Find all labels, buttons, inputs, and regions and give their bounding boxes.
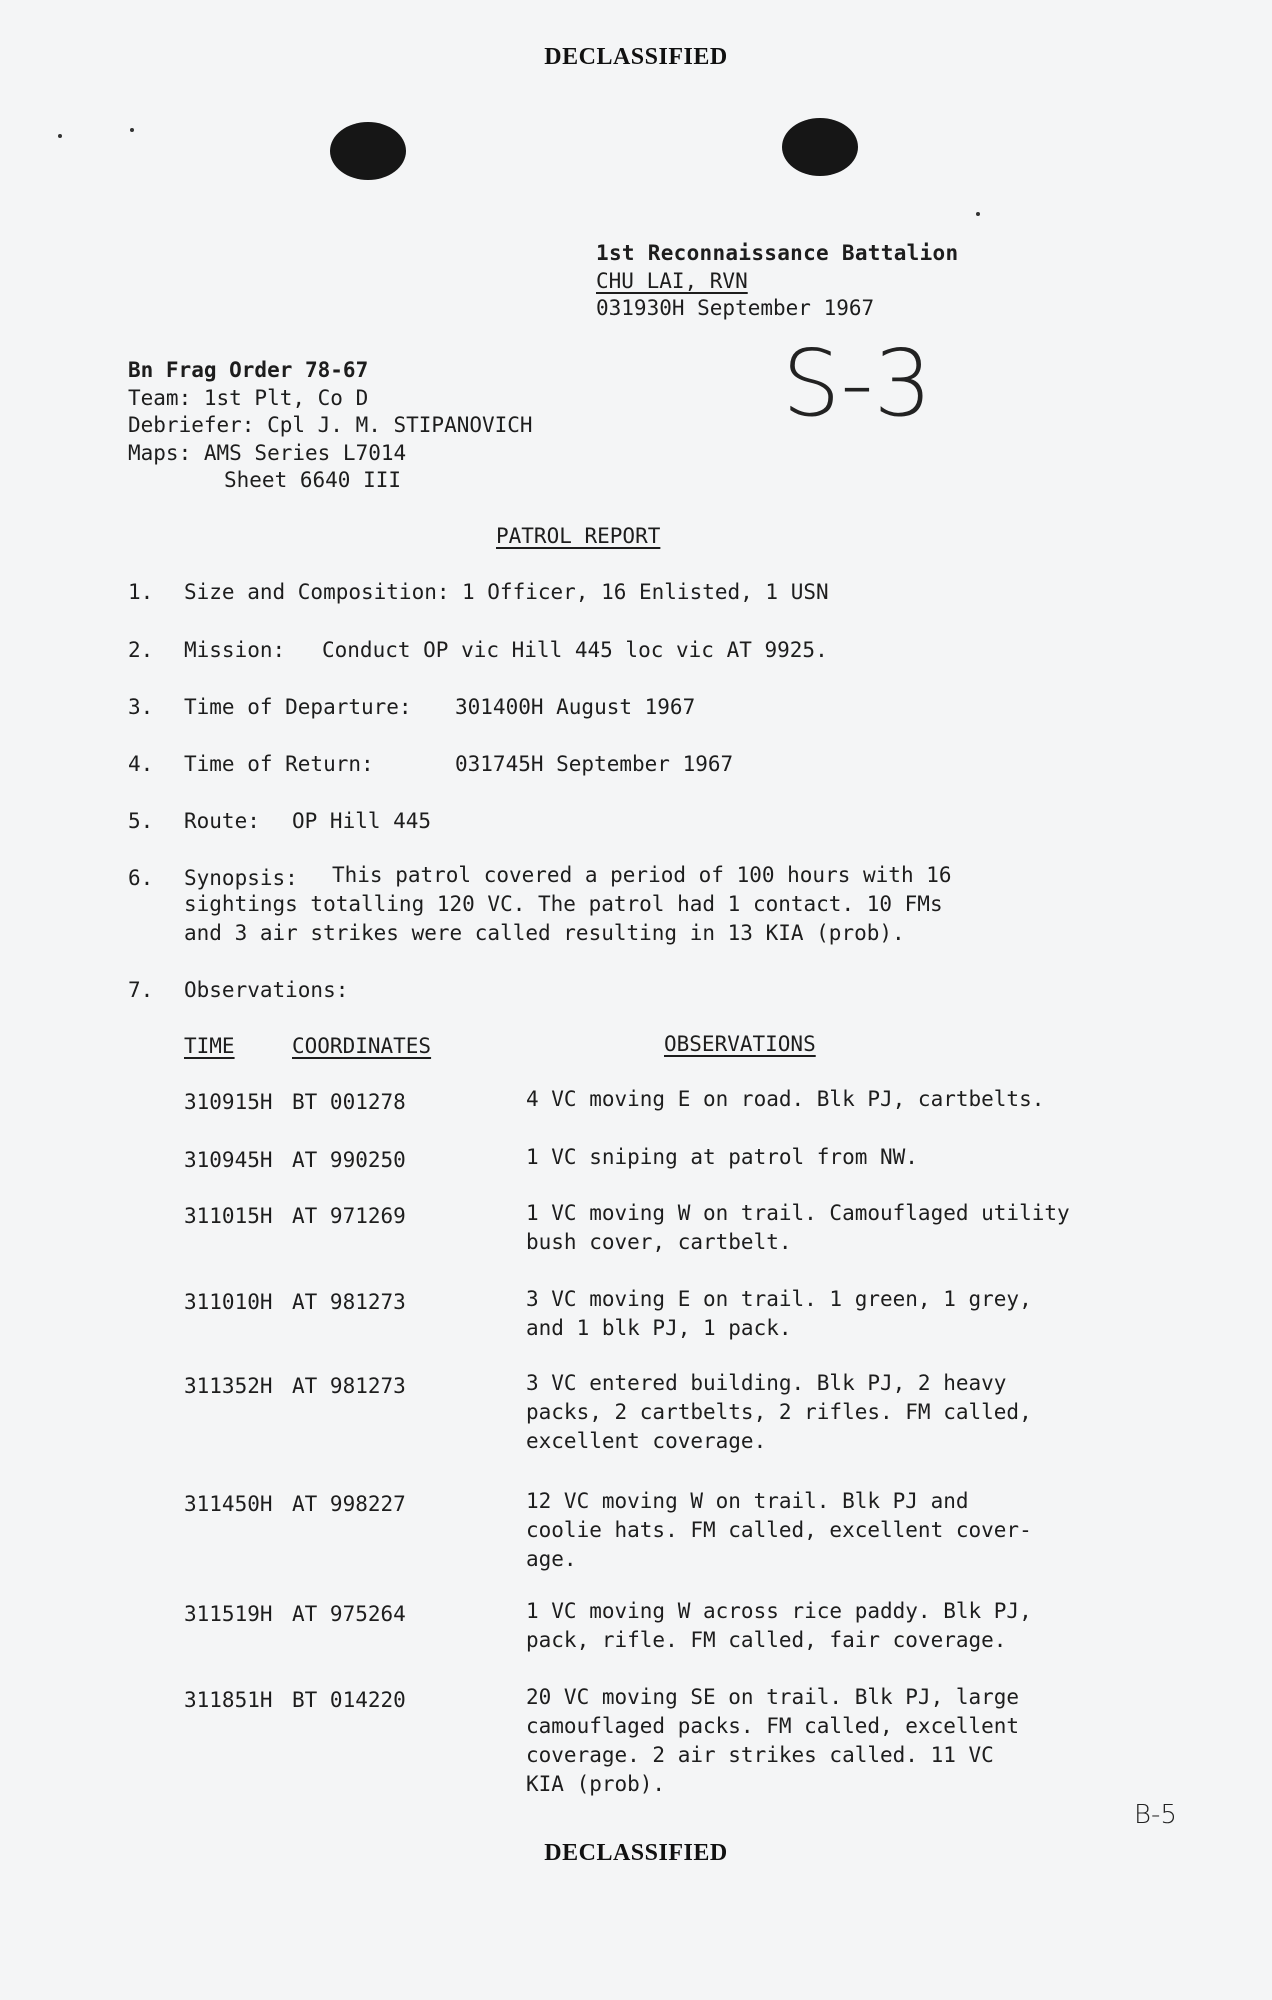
observations-label: Observations: xyxy=(184,978,349,1002)
item-4-value: 031745H September 1967 xyxy=(455,752,734,776)
row-coordinates: AT 981273 xyxy=(292,1290,406,1314)
item-1-value: 1 Officer, 16 Enlisted, 1 USN xyxy=(462,580,829,604)
item-4-label: Time of Return: xyxy=(184,752,374,776)
row-observation: 1 VC moving W across rice paddy. Blk PJ, pack, rifle. FM called, fair coverage. xyxy=(526,1599,1032,1652)
team: Team: 1st Plt, Co D xyxy=(128,386,369,410)
row-coordinates: AT 998227 xyxy=(292,1492,406,1516)
scan-speck xyxy=(58,134,62,138)
map-sheet: Sheet 6640 III xyxy=(224,468,402,492)
maps: Maps: AMS Series L7014 xyxy=(128,441,407,465)
item-5-number: 5. xyxy=(128,809,154,833)
item-4-number: 4. xyxy=(128,752,154,776)
synopsis-number: 6. xyxy=(128,866,154,890)
row-time: 311450H xyxy=(184,1492,273,1516)
punch-hole-left xyxy=(330,122,406,180)
column-header-coordinates: COORDINATES xyxy=(292,1034,432,1058)
item-2-label: Mission: xyxy=(184,638,286,662)
row-time: 311851H xyxy=(184,1688,273,1712)
item-3-value: 301400H August 1967 xyxy=(455,695,696,719)
declassified-stamp-top: DECLASSIFIED xyxy=(544,44,728,70)
handwritten-page-number: B-5 xyxy=(1134,1800,1177,1830)
row-observation: 3 VC moving E on trail. 1 green, 1 grey, and 1 blk PJ, 1 pack. xyxy=(526,1287,1032,1340)
debriefer: Debriefer: Cpl J. M. STIPANOVICH xyxy=(128,413,533,437)
handwritten-section-mark: S-3 xyxy=(782,330,933,437)
row-time: 311015H xyxy=(184,1204,273,1228)
item-2-number: 2. xyxy=(128,638,154,662)
punch-hole-right xyxy=(782,118,858,176)
row-coordinates: AT 971269 xyxy=(292,1204,406,1228)
item-3-label: Time of Departure: xyxy=(184,695,412,719)
row-observation: 1 VC sniping at patrol from NW. xyxy=(526,1145,918,1169)
row-time: 311352H xyxy=(184,1374,273,1398)
row-observation: 1 VC moving W on trail. Camouflaged utility bush cover, cartbelt. xyxy=(526,1201,1070,1254)
column-header-observations: OBSERVATIONS xyxy=(664,1032,816,1056)
scan-speck xyxy=(130,128,134,132)
row-time: 311010H xyxy=(184,1290,273,1314)
row-coordinates: AT 975264 xyxy=(292,1602,406,1626)
observations-number: 7. xyxy=(128,978,154,1002)
row-time: 310915H xyxy=(184,1090,273,1114)
synopsis-label: Synopsis: xyxy=(184,866,298,890)
row-time: 310945H xyxy=(184,1148,273,1172)
report-title: PATROL REPORT xyxy=(496,524,661,548)
item-2-value: Conduct OP vic Hill 445 loc vic AT 9925. xyxy=(322,638,828,662)
row-coordinates: BT 014220 xyxy=(292,1688,406,1712)
item-5-label: Route: xyxy=(184,809,260,833)
row-observation: 3 VC entered building. Blk PJ, 2 heavy packs, 2 cartbelts, 2 rifles. FM called, excellent coverage. xyxy=(526,1371,1032,1453)
item-3-number: 3. xyxy=(128,695,154,719)
row-coordinates: AT 981273 xyxy=(292,1374,406,1398)
frag-order: Bn Frag Order 78-67 xyxy=(128,358,369,382)
column-header-time: TIME xyxy=(184,1034,235,1058)
row-observation: 20 VC moving SE on trail. Blk PJ, large camouflaged packs. FM called, excellent coverage. 2 air strikes called. 11 VC KIA (prob). xyxy=(526,1685,1020,1796)
row-observation: 12 VC moving W on trail. Blk PJ and coolie hats. FM called, excellent cover- age. xyxy=(526,1489,1032,1571)
item-5-value: OP Hill 445 xyxy=(292,809,432,833)
row-coordinates: BT 001278 xyxy=(292,1090,406,1114)
row-time: 311519H xyxy=(184,1602,273,1626)
letterhead-location: CHU LAI, RVN xyxy=(596,269,748,293)
synopsis-text: This patrol covered a period of 100 hours with 16 sightings totalling 120 VC. The patrol had 1 contact. 10 FMs and 3 air strikes were called resulting in 13 KIA (prob). xyxy=(184,863,952,945)
item-1-number: 1. xyxy=(128,580,154,604)
declassified-stamp-bottom: DECLASSIFIED xyxy=(544,1840,728,1866)
item-1-label: Size and Composition: xyxy=(184,580,450,604)
row-observation: 4 VC moving E on road. Blk PJ, cartbelts. xyxy=(526,1087,1045,1111)
scan-speck xyxy=(976,212,980,216)
letterhead-dtg: 031930H September 1967 xyxy=(596,296,875,320)
row-coordinates: AT 990250 xyxy=(292,1148,406,1172)
letterhead-unit: 1st Reconnaissance Battalion xyxy=(596,241,959,265)
